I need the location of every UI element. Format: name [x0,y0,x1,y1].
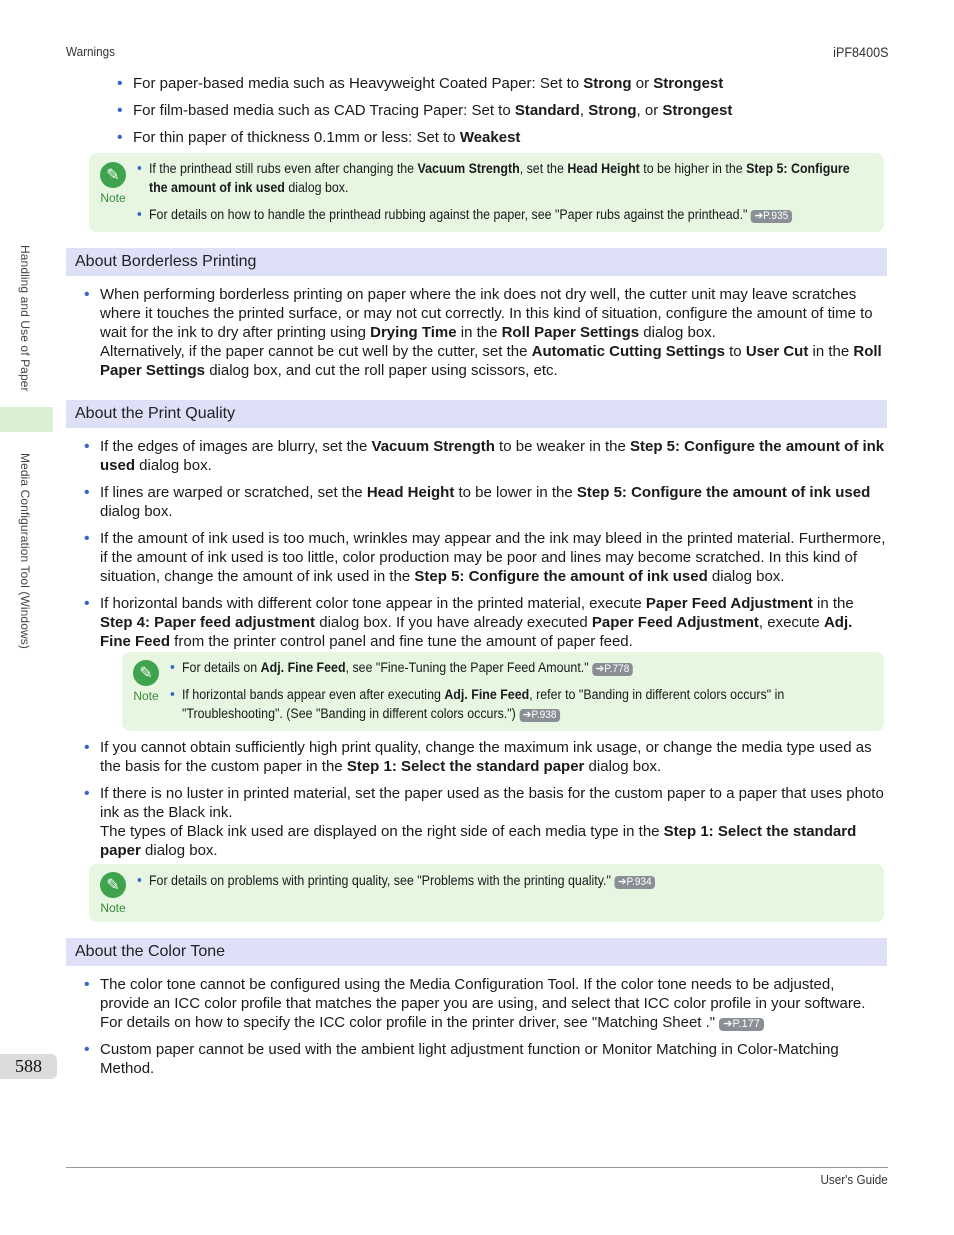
list-item: • For details on how to handle the printhead rubbing against the paper, see "Paper rubs against the printhead." ➔P.935 [137,205,864,224]
quality-list-2 [84,738,887,868]
list-item: • If the printhead still rubs even after changing the Vacuum Strength, set the Head Height to be higher in the Step 5: Configure the amount of ink used dialog box. [137,159,864,197]
list-item: • If the edges of images are blurry, set the Vacuum Strength to be weaker in the Step 5: Configure the amount of ink used dialog box. [84,437,887,475]
section-heading-color-tone: About the Color Tone [66,938,887,966]
list-item: • If lines are warped or scratched, set the Head Height to be lower in the Step 5: Configure the amount of ink used dialog box. [84,483,887,521]
section-heading-print-quality: About the Print Quality [66,400,887,428]
list-item: • When performing borderless printing on paper where the ink does not dry well, the cutter unit may leave scratches where it touches the printed surface, or may not cut correctly. In this kind of situation, configure the amount of time to wait for the ink to dry after printing using Drying Time in the Roll Paper Settings dialog box. Alternatively, if the paper cannot be cut well by the cutter, set the Automatic Cutting Settings to User Cut in the Roll Paper Settings dialog box, and cut the roll paper using scissors, etc. [84,285,887,380]
side-tab-active-marker [0,407,53,432]
pencil-icon: ✎ [100,872,126,898]
side-tab-media-config-tool[interactable]: Media Configuration Tool (Windows) [18,453,32,649]
list-item: • The color tone cannot be configured using the Media Configuration Tool. If the color tone needs to be adjusted, provide an ICC color profile that matches the paper you are using, and select that ICC color profile in your software. For details on how to specify the ICC color profile in the printer driver, see "Matching Sheet ." ➔P.177 [84,975,887,1032]
list-item: • If you cannot obtain sufficiently high print quality, change the maximum ink usage, or change the media type used as the basis for the custom paper in the Step 1: Select the standard paper dialog box. [84,738,887,776]
page-ref-link[interactable]: ➔P.934 [614,876,655,889]
note-box [122,652,884,731]
note-box [89,153,884,232]
header-section-title: Warnings [66,44,115,59]
list-item: • For thin paper of thickness 0.1mm or less: Set to Weakest [117,128,887,147]
tone-list [84,975,887,1086]
page-ref-link[interactable]: ➔P.938 [519,709,560,722]
list-item: • If horizontal bands with different color tone appear in the printed material, execute Paper Feed Adjustment in the Step 4: Paper feed adjustment dialog box. If you have already executed Paper Feed Adjustment, execute Adj. Fine Feed from the printer control panel and fine tune the amount of paper feed. [84,594,887,651]
list-item: • For film-based media such as CAD Tracing Paper: Set to Standard, Strong, or Strongest [117,101,887,120]
header-model-name: iPF8400S [832,44,888,60]
note-icon: ✎ Note [96,872,130,915]
page-number: 588 [0,1054,57,1079]
footer-guide-title: User's Guide [820,1172,888,1187]
list-item: • Custom paper cannot be used with the ambient light adjustment function or Monitor Matching in Color-Matching Method. [84,1040,887,1078]
list-item: • For paper-based media such as Heavyweight Coated Paper: Set to Strong or Strongest [117,74,887,93]
top-bullet-list [117,74,887,155]
note-icon: ✎ Note [96,162,130,205]
side-tab-handling-paper[interactable]: Handling and Use of Paper [18,244,32,392]
quality-list-1 [84,437,887,659]
pencil-icon: ✎ [133,660,159,686]
note-box [89,864,884,922]
list-item: • If the amount of ink used is too much, wrinkles may appear and the ink may bleed in the printed material. Furthermore, if the amount of ink used is too little, color production may be poor and lines may become scratched. In this kind of situation, change the amount of ink used in the Step 5: Configure the amount of ink used dialog box. [84,529,887,586]
footer-divider [66,1167,888,1168]
list-item: • If horizontal bands appear even after executing Adj. Fine Feed, refer to "Banding in different colors occurs" in "Troubleshooting". (See "Banding in different colors occurs.") ➔P.938 [170,685,868,723]
page-ref-link[interactable]: ➔P.778 [592,663,633,676]
list-item: • For details on problems with printing quality, see "Problems with the printing quality." ➔P.934 [137,871,864,890]
page-ref-link[interactable]: ➔P.177 [719,1018,764,1031]
note-icon: ✎ Note [129,660,163,703]
pencil-icon: ✎ [100,162,126,188]
list-item: • If there is no luster in printed material, set the paper used as the basis for the custom paper to a paper that uses photo ink as the Black ink. The types of Black ink used are displayed on the right side of each media type in the Step 1: Select the standard paper dialog box. [84,784,887,860]
section-heading-borderless: About Borderless Printing [66,248,887,276]
page-ref-link[interactable]: ➔P.935 [751,210,792,223]
list-item: • For details on Adj. Fine Feed, see "Fine-Tuning the Paper Feed Amount." ➔P.778 [170,658,868,677]
borderless-list [84,285,887,388]
